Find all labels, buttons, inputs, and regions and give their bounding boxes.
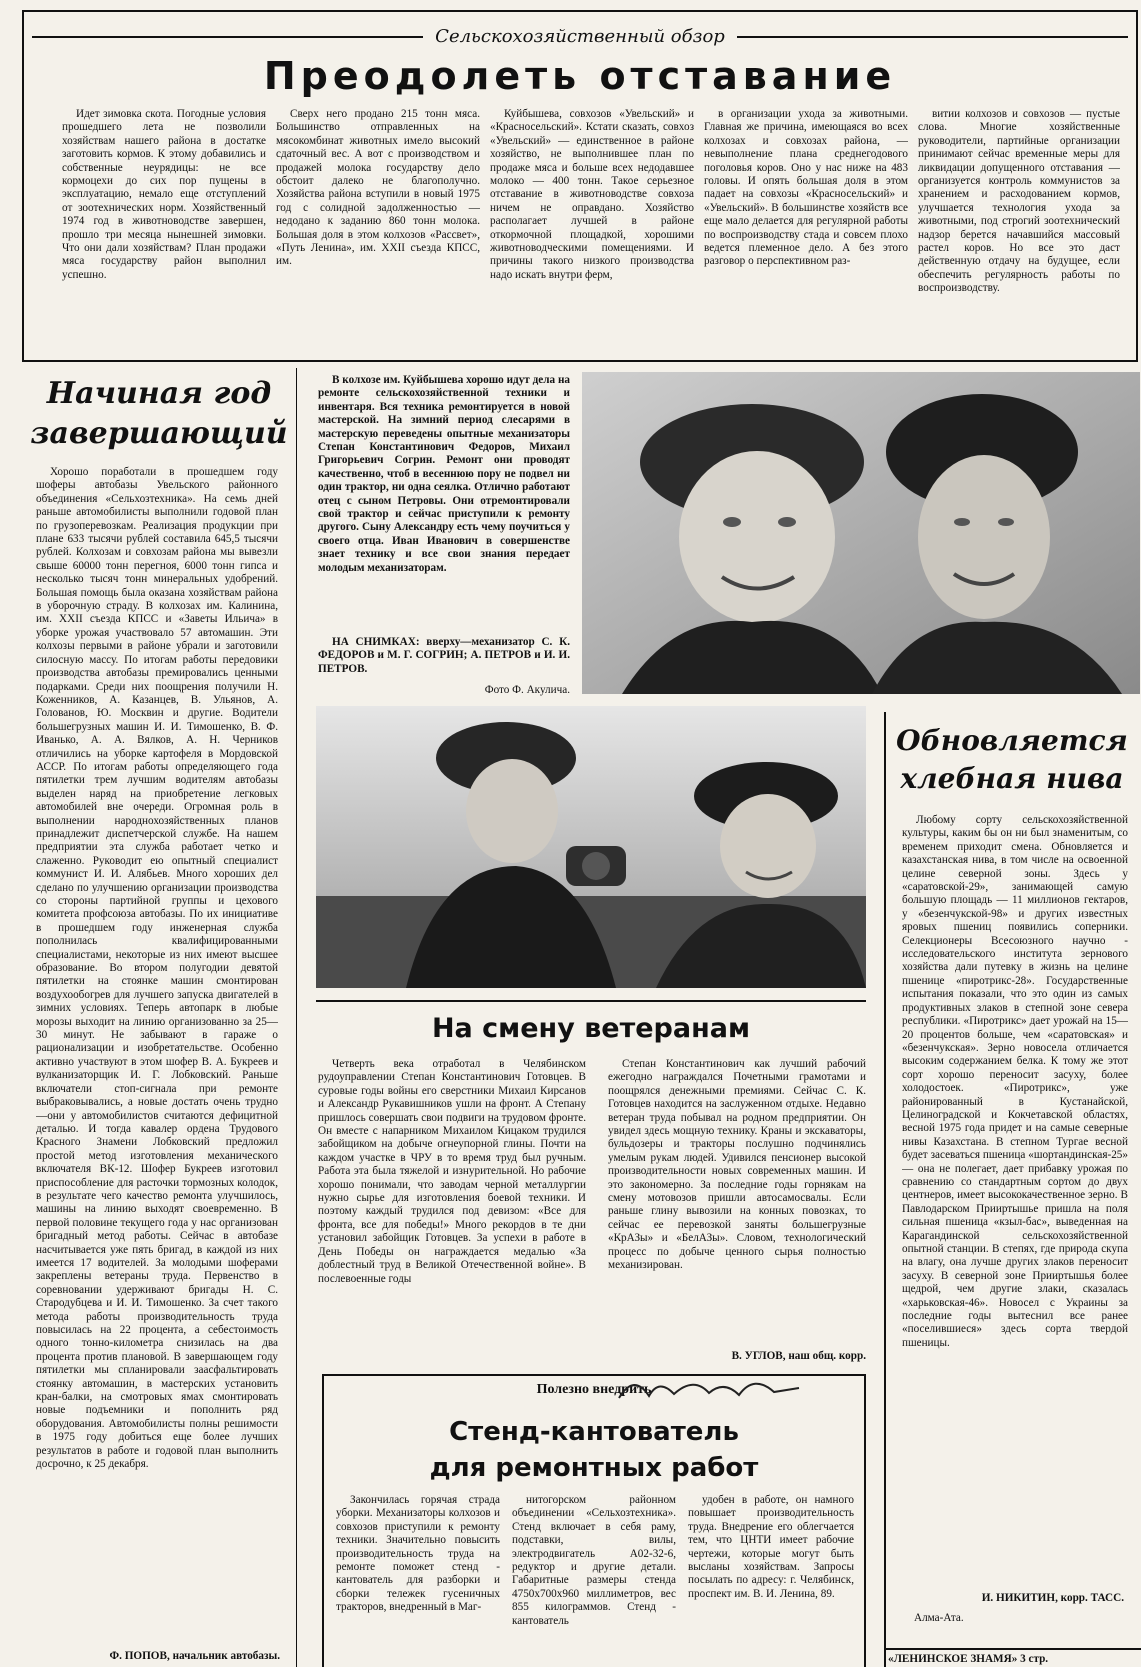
left-signature: Ф. ПОПОВ, начальник автобазы. (109, 1650, 280, 1662)
veterans-column-2: Степан Константинович как лучший рабочий ежегодно награждался Почетными грамотами и поощрялся денежными премиями. Сейчас С. К. Готовцев находится на заслуженном отдыхе. Недавно ветеран труда побывал на родном предприятии. Он увидел здесь мощную технику. Краны и экскаваторы, бульдозеры и тракторы послушно подчинялись умелым рукам людей. Удивился пенсионер высокой производительности новых современных машин. И это закономерно. За последние годы горнякам на смену мотовозов пришли автосамосвалы. Если раньше глину вывозили на конных повозках, то сейчас ее перевозкой заняты большегрузные «КрАЗы» и «БелАЗы». Словом, технологический процесс по добыче ценного сырья полностью механизирован. (608, 1058, 866, 1272)
stand-article (322, 1374, 866, 1667)
stand-column-1: Закончилась горячая страда уборки. Механизаторы колхозов и совхозов приступили к ремонту техники. Значительно повысить производительность труда на ремонте поможет стенд - кантователь для разборки и сборки тележек гусеничных тракторов, внедренный в Маг- (336, 1494, 500, 1614)
photo-caption: НА СНИМКАХ: вверху—механизатор С. К. ФЕДОРОВ и М. Г. СОГРИН; А. ПЕТРОВ и И. И. ПЕТРОВ. (318, 636, 570, 675)
top-column-2: Сверх него продано 215 тонн мяса. Большинство отправленных на мясокомбинат животных имело высокий сдаточный вес. А вот с производством и продажей молока государству дело обстоит далеко не благополучно. Хозяйства района вступили в новый 1975 год с солидной задолженностью — недодано к заданию 860 тонн молока. Большая доля в этом колхозов «Рассвет», «Путь Ленина», им. XXII съезда КПСС, им. (276, 108, 480, 268)
photo-father-and-son (316, 706, 866, 988)
stand-headline: Стенд-кантователь для ремонтных работ (429, 1417, 759, 1483)
top-column-4: в организации ухода за животными. Главная же причина, имеющаяся во всех колхозах и совхозах района, — невыполнение плана среднегодового поголовья коров. Оно у нас ниже на 483 головы. И опять большая доля в этом падает на совхозы «Красносельский» и «Увельский». В большинстве хозяйств все еще мало делается для регулярной работы по воспроизводству стада и совсем плохо ведется племенное дело. А без этого разговор о перспективном раз- (704, 108, 908, 268)
stand-rubric: Полезно внедрить (536, 1382, 652, 1397)
top-rubric: Сельскохозяйственный обзор (24, 26, 1136, 47)
photo-credit: Фото Ф. Акулича. (484, 684, 570, 696)
right-article-text: Любому сорту сельскохозяйственной культуры, каким бы он ни был знаменитым, со временем приходит смена. Обновляется и казахстанская нива, в том числе на освоенной целине северной зоны. Здесь у «саратовской-29», занимающей самую большую площадь — 11 миллионов гектаров, у «безенчукской-98» и других известных яровых пшениц появились соперники. Селекционеры Всесоюзного научно - исследовательского института зернового хозяйства дали путевку в жизнь на целине пшенице «пиротрикс-28». Государственные испытания показали, что это один из самых продуктивных злаков в степной зоне севера республики. «Пиротрикс» дает урожай на 15—20 процентов больше, чем «саратовская» и «безенчукская». Зерно новосела отличается высоким содержанием белка. К тому же этот сорт хорошо переносит засуху, более холодостоек. «Пиротрикс», уже районированный в Кустанайской, Целиноградской и Кокчетавской областях, весной 1975 года придет и на самые северные нивы Казахстана. В степном Тургае весной будет засеваться пшеница «шортандинская-25» — она не полегает, дает прибавку урожая по сравнению со стандартным сортом до двух центнеров, имеет высококачественное зерно. В Павлодарском Прииртышье пришла на поля сильная пшеница «кзыл-бас», выведенная на Карагандинской сельскохозяйственной опытной станции. В степях, где природа скупа на влагу, она лучше других злаков переносит засуху. В северной зоне Прииртышья более щедрой, чем другие злаки, сказалась «харьковская-46». Новосел с Украины за последние годы вытеснил все ранее «поселившиеся» здесь сорта твердой пшеницы. (902, 814, 1128, 1349)
top-article (22, 10, 1138, 362)
top-column-1: Идет зимовка скота. Погодные условия прошедшего лета не позволили хозяйствам нашего района в достатке заготовить кормов. К этому добавились и собственные неурядицы: не все кормоцехи до сих пор пущены в эксплуатацию, немало еще отступлений от зоотехнических норм. Хозяйственный 1974 год в животноводстве завершен, прошло три месяца нынешней зимовки. Что они дали хозяйствам? План продажи мяса государству район выполнил успешно. (62, 108, 266, 281)
top-headline: Преодолеть отставание (263, 54, 897, 98)
photo-father-and-son-image (316, 706, 866, 988)
stand-column-2: нитогорском районном объединении «Сельхозтехника». Стенд включает в себя раму, подставки, вилы, электродвигатель А02-32-6, редуктор и другие детали. Габаритные размеры стенда 4750x700x960 миллиметров, вес 855 килограммов. Стенд - кантователь (512, 1494, 676, 1627)
right-place: Алма-Ата. (914, 1612, 964, 1624)
stand-column-3: удобен в работе, он намного повышает производительность труда. Внедрение его облегчается тем, что ЦНТИ имеет рабочие чертежи, которые могут быть высланы хозяйствам. Запросы посылать по адресу: г. Челябинск, проспект им. В. И. Ленина, 89. (688, 1494, 854, 1600)
veterans-column-1: Четверть века отработал в Челябинском рудоуправлении Степан Константинович Готовцев. В суровые годы войны его сверстники Михаил Кирсанов и Александр Рукавишников ушли на фронт. А Степану пришлось совершать свои подвиги на трудовом фронте. Он вместе с напарником Михаилом Кицаком трудился забойщиком на добыче огнеупорной глины. Почти на каждом участке в ЧРУ в то время труд был ручным. Работа эта была тяжелой и изнурительной. Но рабочие хорошо понимали, что заводам черной металлургии нужно сырье для изготовления боевой техники. И поэтому каждый трудился под девизом: «Все для фронта, все для победы!» Много рекордов в те дни установил забойщик Готовцев. За успехи в работе в День Победы он награждается медалью «За доблестный труд в Великой Отечественной войне». В послевоенные годы (318, 1058, 586, 1285)
photo-article-text: В колхозе им. Куйбышева хорошо идут дела на ремонте сельскохозяйственной техники и инвентаря. Вся техника ремонтируется в новой мастерской. На зимний период слесарями в мастерскую переведены опытные механизаторы Степан Константинович Федоров, Михаил Григорьевич Согрин. Ремонт они проводят качественно, чтоб в весеннюю пору не подвел ни один трактор, ни одна сеялка. Отлично работают отец с сыном Петровы. Они отремонтировали свой трактор и сейчас приступили к ремонту другого. Сыну Александру есть чему поучиться у своего отца. Иван Иванович в совершенстве знает технику и все свои знания передает молодым механизаторам. (318, 374, 570, 574)
right-headline: Обновляется хлебная нива (896, 724, 1128, 795)
top-column-5: витии колхозов и совхозов — пустые слова. Многие хозяйственные руководители, партийные организации принимают сейчас временные меры для ликвидации допущенного отставания — организуется контроль коммунистов за хранением и расходованием кормов, улучшается технология ухода за животными, под строгий зоотехнический надзор берется начавшийся массовый растел коров. Но все это даст действенную отдачу на будущее, если обеспечить регулярность работы по воспроизводству. (918, 108, 1120, 295)
right-signature: И. НИКИТИН, корр. ТАСС. (981, 1592, 1124, 1604)
veterans-headline: На смену ветеранам (431, 1013, 751, 1044)
top-column-3: Куйбышева, совхозов «Увельский» и «Красносельский». Кстати сказать, совхоз «Увельский» — единственное в районе хозяйство, не выполнившее план по продаже мяса и больше всех недодавшее молоко — 400 тонн. Такое серьезное отставание в животноводстве совхоза ничем не оправдано. Хозяйство располагает лучшей в районе откормочной площадкой, хорошими животноводческими помещениями. И причины такого низкого производства надо искать внутри ферм, (490, 108, 694, 281)
handwritten-signature (614, 1368, 804, 1408)
page-footer: «ЛЕНИНСКОЕ ЗНАМЯ» 3 стр. (888, 1653, 1049, 1665)
photo-two-mechanics (582, 372, 1140, 694)
photo-two-mechanics-image (582, 372, 1140, 694)
left-article-text: Хорошо поработали в прошедшем году шоферы автобазы Увельского районного объединения «Сельхозтехника». На семь дней раньше автомобилисты выполнили годовой план по грузоперевозкам. Реализация продукции при плане 633 тысячи рублей составила 645,5 тысячи рублей. Колхозам и совхозам района мы вывезли свыше 60000 тонн перегноя, 6000 тонн гипса и несколько тысяч тонн минеральных удобрений. Большая помощь была оказана хозяйствам района в уборочную страду. В колхозах им. Калинина, им. XXII съезда КПСС и «Заветы Ильича» в уборке урожая участвовало 57 автомашин. Эти колхозы первыми в районе убрали и заготовили силосную массу. По итогам работы передовики производства автобазы премировались ценными подарками. Среди них поощрения получили Н. Коженников, А. Казанцев, В. Ульянов, А. Голованов, Ю. Москвин и другие. Водители большегрузных машин И. И. Тимошенко, В. Ф. Иванько, А. А. Вялков, А. Н. Черников отличились на уборке картофеля в Мордовской АССР. По итогам работы определяющего года пятилетки трем лучшим водителям автобазы выделен наряд на приобретение легковых автомобилей вне очереди. Огромная роль в выполнении народнохозяйственных планов принадлежит диспетчерской службе. На нашем предприятии эта служба работает четко и слаженно. Руководит ею опытный специалист коммунист И. И. Алябьев. Много хороших дел сделано по улучшению организации производства со стороны партийной группы и цехового комитета профсоюза автобазы. По их инициативе в прошедшем году инженерная служба пополнилась квалифицированными специалистами, некоторые из них имеют высшее образование. Во втором полугодии девятой пятилетки на стоянке машин смонтирован воздухообогрев для лучшего запуска двигателей в зимних условиях. Теперь автопарк в любые морозы выходит на линию организованно за 25—30 минут. Не забывают в гараже о рационализации и изобретательстве. Особенно активно участвуют в этом шофер В. А. Букреев и вулканизаторщик И. Г. Лобковский. Раньше включатели стоп-сигнала при ремонте выбраковывались, а новые достать очень трудно—они у автомобилистов считаются дефицитной деталью. И тогда кавалер ордена Трудового Красного Знамени Лобковский предложил простой метод изготовления механического включателя ВК-12. Шофер Букреев изготовил приспособление для расточки тормозных колодок, в результате чего качество ремонта улучшилось, машины на линию выходят своевременно. В первой половине текущего года у нас организован бригадный метод работы. Сейчас в автобазе насчитывается уже пять бригад, в каждой из них имеется 17 водителей. За молодыми шоферами закреплены ветераны труда. Первенство в соревновании удерживают бригады Н. С. Стародубцева и И. И. Тимошенко. За счет такого метода работы производительность труда повысилась на 22 процента, а себестоимость одного тонно-километра снизилась на два процента против плановой. В завершающем году пятилетки мы спланировали заасфальтировать стоянку автомашин, в мастерских установить кран-балки, на смотровых ямах смонтировать новые подъемники и пополнить ряд оборудования. Автомобилисты полны решимости в 1975 году добиться еще более лучших результатов в работе и годовой план выполнить досрочно, к 25 декабря. (36, 466, 278, 1471)
left-headline: Начиная год завершающий (30, 376, 288, 451)
veterans-signature: В. УГЛОВ, наш общ. корр. (731, 1350, 866, 1362)
